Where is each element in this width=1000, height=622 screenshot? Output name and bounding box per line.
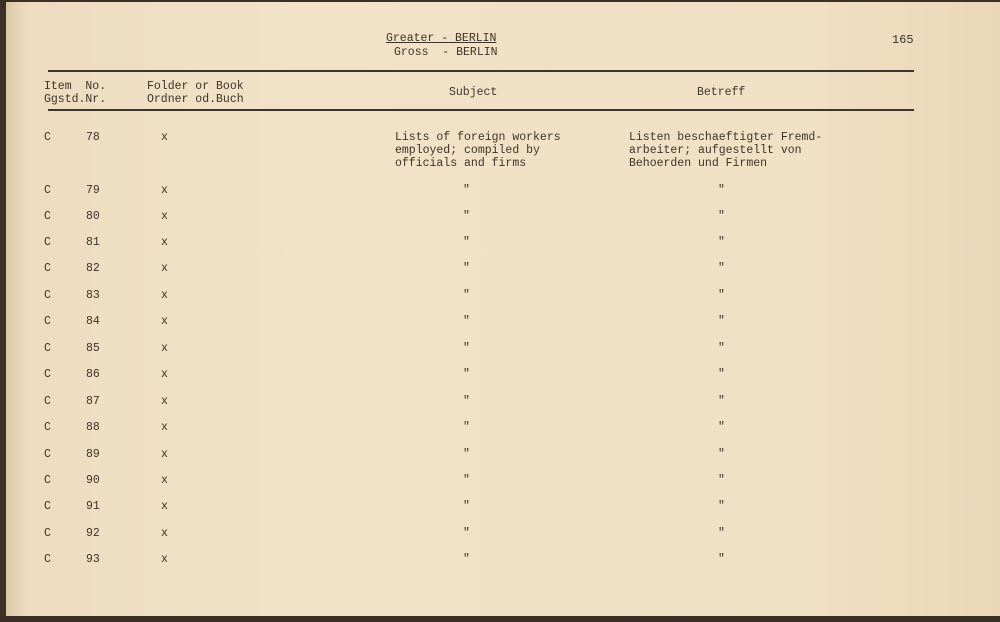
col-header-folder: Folder or Book Ordner od.Buch — [147, 80, 244, 106]
row-number: 83 — [86, 289, 100, 302]
row-subject: " — [463, 474, 470, 487]
row-folder: x — [161, 131, 168, 144]
row-series: C — [44, 368, 51, 381]
row-folder: x — [161, 342, 168, 355]
document-page — [6, 2, 1000, 616]
row-number: 84 — [86, 315, 100, 328]
row-number: 88 — [86, 421, 100, 434]
row-betreff: " — [718, 210, 725, 223]
table-row — [6, 289, 1000, 309]
row-subject: " — [463, 448, 470, 461]
row-subject: " — [463, 210, 470, 223]
header-bottom-rule — [48, 109, 914, 111]
row-series: C — [44, 500, 51, 513]
row-folder: x — [161, 500, 168, 513]
row-subject: " — [463, 553, 470, 566]
row-series: C — [44, 342, 51, 355]
row-series: C — [44, 395, 51, 408]
row-betreff: " — [718, 184, 725, 197]
row-betreff: " — [718, 395, 725, 408]
table-row — [6, 474, 1000, 494]
table-row — [6, 236, 1000, 256]
row-number: 92 — [86, 527, 100, 540]
row-number: 87 — [86, 395, 100, 408]
table-row — [6, 210, 1000, 230]
row-betreff: " — [718, 368, 725, 381]
header-top-rule — [48, 70, 914, 72]
row-subject: " — [463, 342, 470, 355]
row-folder: x — [161, 448, 168, 461]
row-subject: " — [463, 527, 470, 540]
row-betreff: " — [718, 289, 725, 302]
row-number: 82 — [86, 262, 100, 275]
row-folder: x — [161, 474, 168, 487]
row-series: C — [44, 553, 51, 566]
row-subject: " — [463, 262, 470, 275]
row-folder: x — [161, 289, 168, 302]
row-series: C — [44, 421, 51, 434]
row-number: 79 — [86, 184, 100, 197]
col-header-subject: Subject — [449, 86, 498, 99]
row-betreff: " — [718, 474, 725, 487]
row-betreff: " — [718, 500, 725, 513]
table-row — [6, 527, 1000, 547]
table-row — [6, 131, 1000, 170]
row-series: C — [44, 474, 51, 487]
row-folder: x — [161, 210, 168, 223]
row-series: C — [44, 315, 51, 328]
table-row — [6, 262, 1000, 282]
row-folder: x — [161, 421, 168, 434]
row-series: C — [44, 262, 51, 275]
row-subject: " — [463, 236, 470, 249]
row-subject: " — [463, 395, 470, 408]
row-betreff: " — [718, 527, 725, 540]
row-series: C — [44, 448, 51, 461]
row-folder: x — [161, 553, 168, 566]
row-number: 78 — [86, 131, 100, 144]
row-folder: x — [161, 315, 168, 328]
col-header-betreff: Betreff — [697, 86, 746, 99]
row-subject: " — [463, 421, 470, 434]
row-number: 90 — [86, 474, 100, 487]
row-betreff: " — [718, 448, 725, 461]
table-row — [6, 315, 1000, 335]
row-betreff: " — [718, 553, 725, 566]
row-number: 93 — [86, 553, 100, 566]
row-series: C — [44, 131, 51, 144]
table-row — [6, 395, 1000, 415]
row-folder: x — [161, 236, 168, 249]
page-title: Greater - BERLIN — [386, 32, 497, 45]
row-series: C — [44, 527, 51, 540]
row-betreff: " — [718, 342, 725, 355]
row-number: 81 — [86, 236, 100, 249]
table-row — [6, 421, 1000, 441]
row-folder: x — [161, 368, 168, 381]
row-series: C — [44, 289, 51, 302]
table-row — [6, 368, 1000, 388]
row-betreff: " — [718, 315, 725, 328]
table-row — [6, 448, 1000, 468]
page-subtitle: Gross - BERLIN — [394, 46, 498, 59]
row-series: C — [44, 184, 51, 197]
row-subject: " — [463, 368, 470, 381]
row-folder: x — [161, 527, 168, 540]
row-number: 89 — [86, 448, 100, 461]
row-folder: x — [161, 395, 168, 408]
page-number: 165 — [892, 33, 914, 47]
col-header-item-no: Item No. Ggstd.Nr. — [44, 80, 107, 106]
row-series: C — [44, 210, 51, 223]
row-folder: x — [161, 262, 168, 275]
row-betreff: " — [718, 262, 725, 275]
row-subject: Lists of foreign workers employed; compiled by officials and firms — [395, 131, 561, 170]
table-row — [6, 184, 1000, 204]
row-number: 85 — [86, 342, 100, 355]
table-row — [6, 500, 1000, 520]
row-betreff: " — [718, 421, 725, 434]
row-subject: " — [463, 289, 470, 302]
row-subject: " — [463, 500, 470, 513]
row-betreff: " — [718, 236, 725, 249]
row-series: C — [44, 236, 51, 249]
row-subject: " — [463, 315, 470, 328]
row-number: 86 — [86, 368, 100, 381]
row-subject: " — [463, 184, 470, 197]
row-number: 91 — [86, 500, 100, 513]
row-number: 80 — [86, 210, 100, 223]
table-row — [6, 342, 1000, 362]
table-row — [6, 553, 1000, 573]
row-betreff: Listen beschaeftigter Fremd- arbeiter; aufgestellt von Behoerden und Firmen — [629, 131, 823, 170]
row-folder: x — [161, 184, 168, 197]
